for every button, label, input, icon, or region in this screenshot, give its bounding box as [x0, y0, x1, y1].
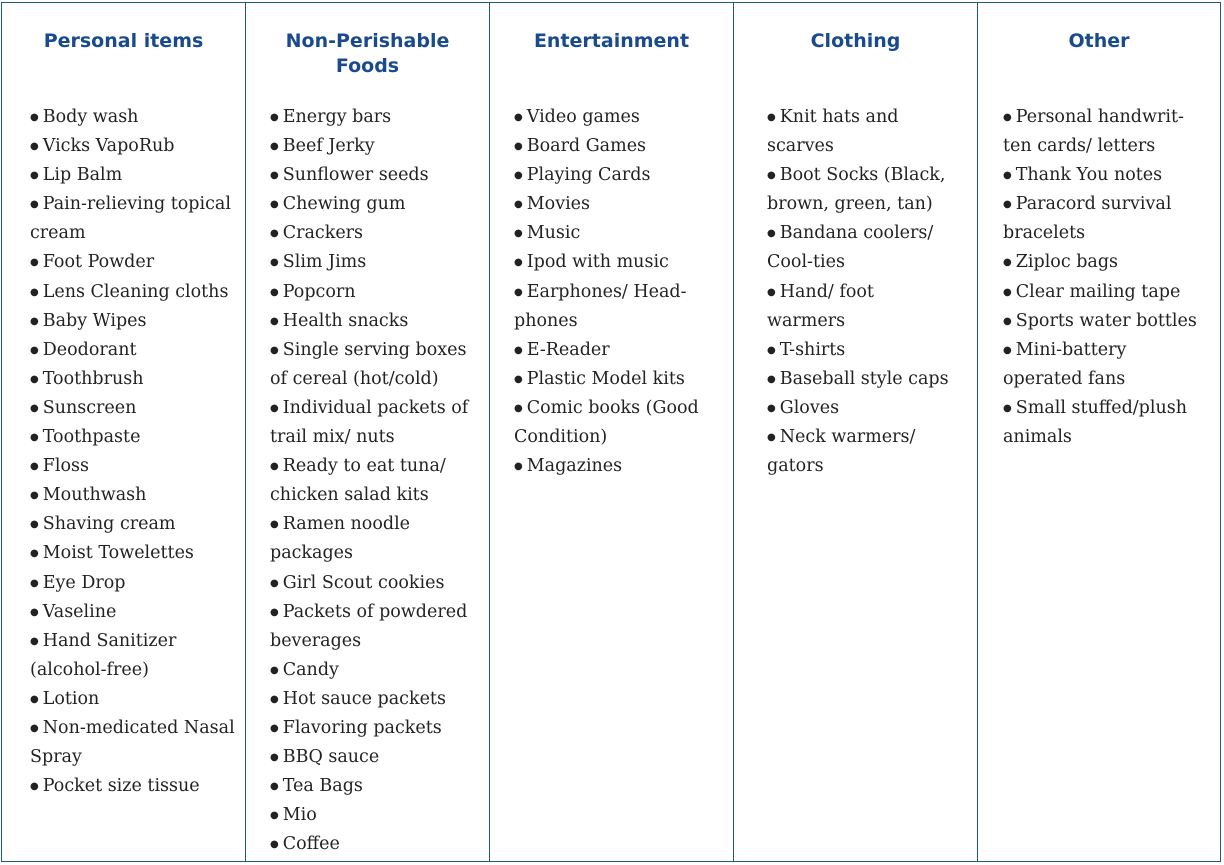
list-item: ● Neck warmers/ gators	[767, 423, 957, 481]
column-header: Personal items	[43, 30, 204, 52]
item-list	[270, 103, 475, 859]
list-item: ● Coffee	[270, 830, 475, 859]
column-entertainment	[490, 3, 734, 861]
column-header: Non-Perishable Foods	[285, 30, 450, 77]
list-item: ● Popcorn	[270, 278, 475, 307]
list-item: ● Crackers	[270, 219, 475, 248]
list-item: ● Lip Balm	[30, 161, 235, 190]
item-list	[767, 103, 957, 481]
list-item: ● Body wash	[30, 103, 235, 132]
list-item: ● Non-medicated Nasal Spray	[30, 714, 235, 772]
list-item: ● Tea Bags	[270, 772, 475, 801]
list-item: ● Board Games	[514, 132, 714, 161]
list-item: ● Baby Wipes	[30, 307, 235, 336]
list-item: ● Packets of powdered beverages	[270, 598, 475, 656]
list-item: ● Mini-battery operated fans	[1003, 336, 1208, 394]
list-item: ● Ziploc bags	[1003, 248, 1208, 277]
list-item: ● Movies	[514, 190, 714, 219]
list-item: ● Music	[514, 219, 714, 248]
column-header: Entertainment	[533, 30, 690, 52]
list-item: ● Vicks VapoRub	[30, 132, 235, 161]
list-item: ● Health snacks	[270, 307, 475, 336]
list-item: ● Vaseline	[30, 598, 235, 627]
list-item: ● Toothpaste	[30, 423, 235, 452]
column-personal-items	[2, 3, 246, 861]
list-item: ● Beef Jerky	[270, 132, 475, 161]
list-item: ● Candy	[270, 656, 475, 685]
list-item: ● Single serving boxes of cereal (hot/cold)	[270, 336, 475, 394]
list-item: ● BBQ sauce	[270, 743, 475, 772]
list-item: ● Video games	[514, 103, 714, 132]
column-clothing	[734, 3, 978, 861]
list-item: ● Ready to eat tuna/ chicken salad kits	[270, 452, 475, 510]
list-item: ● Toothbrush	[30, 365, 235, 394]
list-item: ● Shaving cream	[30, 510, 235, 539]
list-item: ● Thank You notes	[1003, 161, 1208, 190]
column-non-perishable-foods	[246, 3, 490, 861]
list-item: ● Lens Cleaning cloths	[30, 278, 235, 307]
list-item: ● Personal handwrit-ten cards/ letters	[1003, 103, 1208, 161]
list-item: ● Mio	[270, 801, 475, 830]
list-item: ● Clear mailing tape	[1003, 278, 1208, 307]
list-item: ● Pain-relieving topical cream	[30, 190, 235, 248]
list-item: ● Plastic Model kits	[514, 365, 714, 394]
donation-items-table	[1, 2, 1221, 862]
list-item: ● Sports water bottles	[1003, 307, 1208, 336]
list-item: ● Energy bars	[270, 103, 475, 132]
list-item: ● T-shirts	[767, 336, 957, 365]
list-item: ● Small stuffed/plush animals	[1003, 394, 1208, 452]
list-item: ● Earphones/ Head-phones	[514, 278, 714, 336]
list-item: ● Ipod with music	[514, 248, 714, 277]
list-item: ● Playing Cards	[514, 161, 714, 190]
list-item: ● Foot Powder	[30, 248, 235, 277]
list-item: ● Comic books (Good Condition)	[514, 394, 714, 452]
list-item: ● Chewing gum	[270, 190, 475, 219]
column-other	[978, 3, 1220, 861]
list-item: ● Baseball style caps	[767, 365, 957, 394]
list-item: ● Eye Drop	[30, 569, 235, 598]
list-item: ● Paracord survival bracelets	[1003, 190, 1208, 248]
list-item: ● Mouthwash	[30, 481, 235, 510]
list-item: ● Sunscreen	[30, 394, 235, 423]
item-list	[514, 103, 714, 481]
list-item: ● Sunflower seeds	[270, 161, 475, 190]
list-item: ● Hand/ foot warmers	[767, 278, 957, 336]
list-item: ● Deodorant	[30, 336, 235, 365]
list-item: ● Pocket size tissue	[30, 772, 235, 801]
column-header: Other	[1068, 30, 1130, 52]
list-item: ● E-Reader	[514, 336, 714, 365]
column-header: Clothing	[810, 30, 901, 52]
list-item: ● Hot sauce packets	[270, 685, 475, 714]
item-list	[30, 103, 235, 801]
list-item: ● Individual packets of trail mix/ nuts	[270, 394, 475, 452]
list-item: ● Magazines	[514, 452, 714, 481]
item-list	[1003, 103, 1208, 452]
list-item: ● Slim Jims	[270, 248, 475, 277]
list-item: ● Flavoring packets	[270, 714, 475, 743]
list-item: ● Lotion	[30, 685, 235, 714]
list-item: ● Knit hats and scarves	[767, 103, 957, 161]
list-item: ● Ramen noodle packages	[270, 510, 475, 568]
list-item: ● Boot Socks (Black, brown, green, tan)	[767, 161, 957, 219]
list-item: ● Bandana coolers/ Cool-ties	[767, 219, 957, 277]
list-item: ● Gloves	[767, 394, 957, 423]
list-item: ● Hand Sanitizer (alcohol-free)	[30, 627, 235, 685]
list-item: ● Floss	[30, 452, 235, 481]
list-item: ● Moist Towelettes	[30, 539, 235, 568]
list-item: ● Girl Scout cookies	[270, 569, 475, 598]
